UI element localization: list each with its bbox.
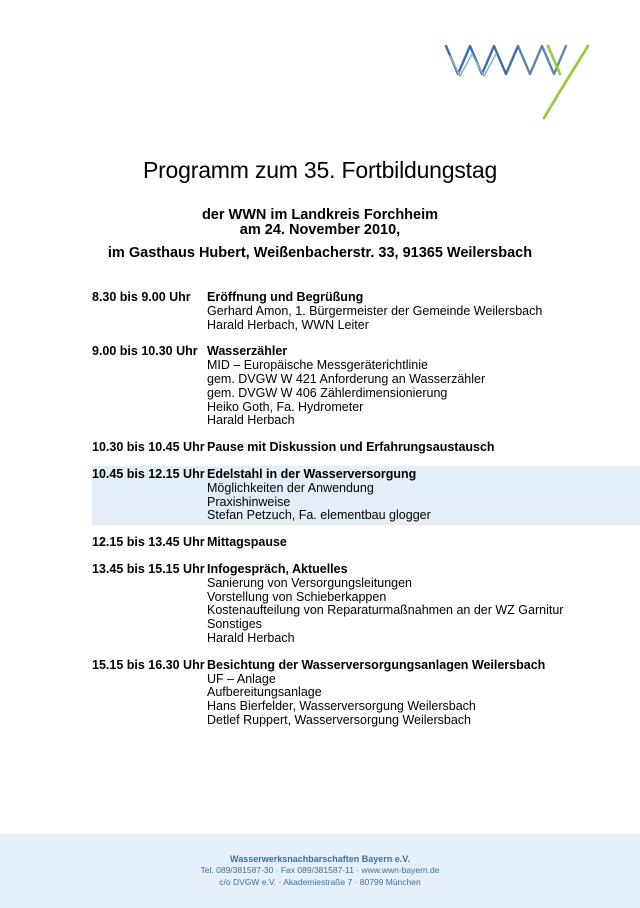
- agenda-line: gem. DVGW W 421 Anforderung an Wasserzähler: [207, 371, 486, 386]
- agenda-time: 13.45 bis 15.15 Uhr: [92, 561, 205, 576]
- agenda-time: 10.30 bis 10.45 Uhr: [92, 440, 205, 455]
- footer-org: Wasserwerksnachbarschaften Bayern e.V.: [230, 854, 410, 864]
- agenda-line: Harald Herbach: [207, 413, 295, 428]
- agenda-time: 8.30 bis 9.00 Uhr: [92, 290, 191, 304]
- agenda-heading: Mittagspause: [207, 535, 287, 550]
- venue: im Gasthaus Hubert, Weißenbacherstr. 33, 91365 Weilersbach: [107, 245, 533, 261]
- agenda-time: 10.45 bis 12.15 Uhr: [92, 466, 205, 481]
- agenda-line: Möglichkeiten der Anwendung: [207, 480, 374, 495]
- subtitle-line-1: der WWN im Landkreis Forchheim: [201, 207, 439, 223]
- agenda-body: [207, 659, 640, 728]
- subtitle-line-2: am 24. November 2010,: [239, 222, 401, 238]
- agenda-line: Kostenaufteilung von Reparaturmaßnahmen an der WZ Garnitur: [207, 603, 564, 618]
- agenda-line: gem. DVGW W 406 Zählerdimensionierung: [207, 385, 448, 400]
- agenda-body: [207, 536, 640, 550]
- agenda-body: [207, 291, 640, 332]
- agenda-line: Sanierung von Versorgungsleitungen: [207, 575, 413, 590]
- footer-contact: Tel. 089/381587-30 · Fax 089/381587-11 · www.wwn-bayern.de: [200, 865, 440, 875]
- agenda-heading: Pause mit Diskussion und Erfahrungsaustausch: [207, 440, 495, 455]
- agenda-line: Heiko Goth, Fa. Hydrometer: [207, 399, 364, 414]
- agenda-item: [92, 534, 640, 552]
- agenda: [92, 289, 640, 730]
- agenda-time: 12.15 bis 13.45 Uhr: [92, 535, 205, 550]
- agenda-line: MID – Europäische Messgeräterichtlinie: [207, 358, 428, 373]
- logo-y-left: [548, 46, 560, 74]
- agenda-line: Detlef Ruppert, Wasserversorgung Weilersbach: [207, 712, 472, 727]
- agenda-body: [207, 468, 640, 523]
- agenda-heading: Besichtung der Wasserversorgungsanlagen Weilersbach: [207, 657, 546, 672]
- agenda-time: 9.00 bis 10.30 Uhr: [92, 344, 198, 359]
- agenda-heading: Eröffnung und Begrüßung: [207, 290, 364, 304]
- agenda-item: [92, 343, 640, 430]
- agenda-body: [207, 563, 640, 646]
- agenda-body: [207, 441, 640, 455]
- agenda-heading: Edelstahl in der Wasserversorgung: [207, 466, 417, 481]
- agenda-body: [207, 345, 640, 428]
- agenda-line: Aufbereitungsanlage: [207, 685, 322, 700]
- footer-address: c/o DVGW e.V. · Akademiestraße 7 · 80799 München: [219, 876, 421, 887]
- subtitle: [0, 208, 640, 238]
- agenda-line: Harald Herbach, WWN Leiter: [207, 317, 369, 332]
- agenda-line: Hans Bierfelder, Wasserversorgung Weilersbach: [207, 699, 476, 714]
- agenda-line: Vorstellung von Schieberkappen: [207, 589, 387, 604]
- agenda-item: [92, 561, 640, 648]
- footer: [0, 834, 640, 908]
- agenda-line: Stefan Petzuch, Fa. elementbau glogger: [207, 508, 431, 523]
- agenda-line: UF – Anlage: [207, 671, 276, 686]
- agenda-time: 15.15 bis 16.30 Uhr: [92, 657, 205, 672]
- agenda-heading: Wasserzähler: [207, 344, 288, 359]
- agenda-line: Sonstiges: [207, 617, 262, 632]
- agenda-item: [92, 657, 640, 730]
- agenda-heading: Infogespräch, Aktuelles: [207, 561, 348, 576]
- agenda-item: [92, 466, 640, 525]
- logo-y-stem: [544, 46, 588, 118]
- agenda-item: [92, 289, 640, 334]
- agenda-item: [92, 439, 640, 457]
- wwn-logo: [444, 42, 592, 120]
- page-title: Programm zum 35. Fortbildungstag: [142, 157, 498, 183]
- agenda-line: Gerhard Amon, 1. Bürgermeister der Gemeinde Weilersbach: [207, 303, 543, 318]
- agenda-line: Harald Herbach: [207, 630, 295, 645]
- agenda-line: Praxishinweise: [207, 494, 291, 509]
